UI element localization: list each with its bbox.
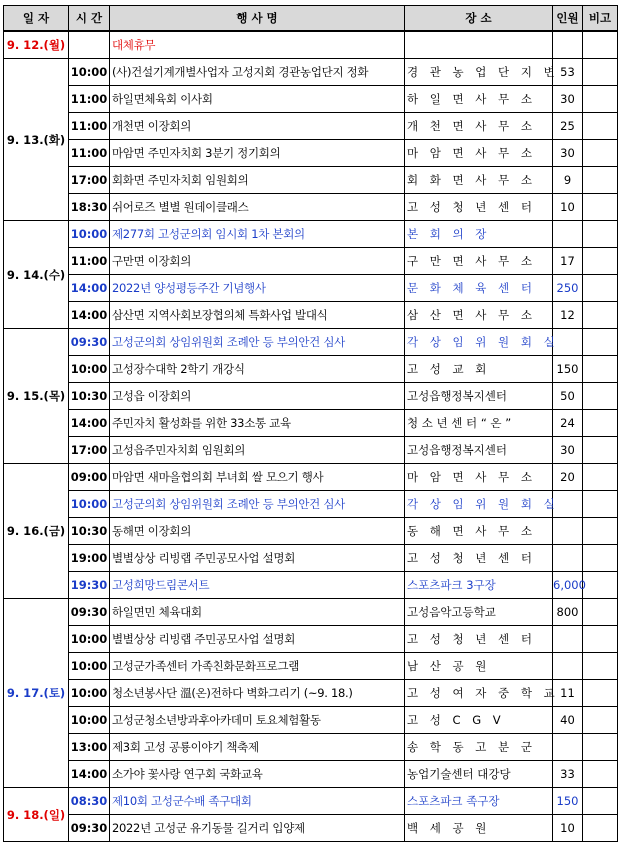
schedule-row (4, 31, 618, 59)
time-cell: 09:30 (69, 599, 110, 626)
place-cell: 구 만 면 사 무 소 (405, 248, 553, 275)
schedule-row (4, 437, 618, 464)
schedule-body (4, 31, 618, 842)
people-count-cell: 20 (553, 464, 583, 491)
people-count-cell: 30 (553, 140, 583, 167)
header-people: 인원 (553, 6, 583, 32)
time-cell: 10:00 (69, 221, 110, 248)
schedule-row (4, 410, 618, 437)
schedule-row (4, 491, 618, 518)
place-cell: 고 성 여 자 중 학 교 (405, 680, 553, 707)
note-cell (583, 680, 618, 707)
note-cell (583, 248, 618, 275)
time-cell: 10:00 (69, 680, 110, 707)
time-cell: 09:30 (69, 329, 110, 356)
place-cell: 농업기술센터 대강당 (405, 761, 553, 788)
event-title-cell: 고성읍 이장회의 (110, 383, 405, 410)
date-cell: 9. 17.(토) (4, 599, 69, 788)
people-count-cell: 33 (553, 761, 583, 788)
place-cell: 경 관 농 업 단 지 변 (405, 59, 553, 86)
note-cell (583, 437, 618, 464)
time-cell: 17:00 (69, 167, 110, 194)
event-title-cell: 마암면 주민자치회 3분기 정기회의 (110, 140, 405, 167)
people-count-cell: 30 (553, 86, 583, 113)
event-title-cell: 2022년 양성평등주간 기념행사 (110, 275, 405, 302)
event-title-cell: 별별상상 리빙랩 주민공모사업 설명회 (110, 545, 405, 572)
schedule-row (4, 464, 618, 491)
note-cell (583, 572, 618, 599)
note-cell (583, 788, 618, 815)
time-cell: 14:00 (69, 761, 110, 788)
event-title-cell: 소가야 꽃사랑 연구회 국화교육 (110, 761, 405, 788)
time-cell: 14:00 (69, 410, 110, 437)
note-cell (583, 221, 618, 248)
note-cell (583, 31, 618, 59)
people-count-cell: 53 (553, 59, 583, 86)
place-cell: 고성음악고등학교 (405, 599, 553, 626)
place-cell: 스포츠파크 3구장 (405, 572, 553, 599)
people-count-cell (553, 734, 583, 761)
place-cell: 고 성 교 회 (405, 356, 553, 383)
event-title-cell: 하일면체육회 이사회 (110, 86, 405, 113)
time-cell: 11:00 (69, 140, 110, 167)
time-cell: 14:00 (69, 275, 110, 302)
place-cell: 동 해 면 사 무 소 (405, 518, 553, 545)
place-cell: 남 산 공 원 (405, 653, 553, 680)
schedule-row (4, 545, 618, 572)
note-cell (583, 383, 618, 410)
event-title-cell: 청소년봉사단 溫(온)전하다 벽화그리기 (~9. 18.) (110, 680, 405, 707)
time-cell: 09:30 (69, 815, 110, 842)
time-cell: 17:00 (69, 437, 110, 464)
place-cell: 각 상 임 위 원 회 실 (405, 329, 553, 356)
event-title-cell: 마암면 새마을협의회 부녀회 쌀 모으기 행사 (110, 464, 405, 491)
place-cell: 송 학 동 고 분 군 (405, 734, 553, 761)
schedule-row (4, 248, 618, 275)
people-count-cell: 30 (553, 437, 583, 464)
event-title-cell: 고성희망드림콘서트 (110, 572, 405, 599)
place-cell: 고 성 청 년 센 터 (405, 545, 553, 572)
schedule-row (4, 734, 618, 761)
schedule-row (4, 140, 618, 167)
note-cell (583, 491, 618, 518)
place-cell: 본 회 의 장 (405, 221, 553, 248)
schedule-row (4, 572, 618, 599)
event-title-cell: 2022년 고성군 유기동물 길거리 입양제 (110, 815, 405, 842)
schedule-row (4, 680, 618, 707)
schedule-row (4, 599, 618, 626)
date-cell: 9. 14.(수) (4, 221, 69, 329)
note-cell (583, 275, 618, 302)
date-cell: 9. 18.(일) (4, 788, 69, 842)
note-cell (583, 599, 618, 626)
note-cell (583, 761, 618, 788)
people-count-cell (553, 518, 583, 545)
people-count-cell: 24 (553, 410, 583, 437)
schedule-row (4, 788, 618, 815)
note-cell (583, 815, 618, 842)
header-event: 행 사 명 (110, 6, 405, 32)
place-cell: 각 상 임 위 원 회 실 (405, 491, 553, 518)
date-cell: 9. 12.(월) (4, 31, 69, 59)
event-title-cell: 제3회 고성 공룡이야기 책축제 (110, 734, 405, 761)
schedule-row (4, 167, 618, 194)
place-cell: 문 화 체 육 센 터 (405, 275, 553, 302)
people-count-cell: 40 (553, 707, 583, 734)
event-title-cell: 제277회 고성군의회 임시회 1차 본회의 (110, 221, 405, 248)
people-count-cell: 800 (553, 599, 583, 626)
event-title-cell: 동해면 이장회의 (110, 518, 405, 545)
event-title-cell: 회화면 주민자치회 임원회의 (110, 167, 405, 194)
time-cell: 10:30 (69, 518, 110, 545)
time-cell: 13:00 (69, 734, 110, 761)
note-cell (583, 626, 618, 653)
schedule-row (4, 86, 618, 113)
time-cell: 19:00 (69, 545, 110, 572)
note-cell (583, 410, 618, 437)
note-cell (583, 329, 618, 356)
date-cell: 9. 15.(목) (4, 329, 69, 464)
place-cell: 고 성 C G V (405, 707, 553, 734)
schedule-row (4, 194, 618, 221)
date-cell: 9. 16.(금) (4, 464, 69, 599)
event-title-cell: 고성읍주민자치회 임원회의 (110, 437, 405, 464)
event-title-cell: 고성군의회 상임위원회 조례안 등 부의안건 심사 (110, 329, 405, 356)
people-count-cell: 25 (553, 113, 583, 140)
place-cell: 고 성 청 년 센 터 (405, 194, 553, 221)
place-cell: 고성읍행정복지센터 (405, 437, 553, 464)
header-place: 장 소 (405, 6, 553, 32)
people-count-cell: 17 (553, 248, 583, 275)
schedule-row (4, 815, 618, 842)
event-title-cell: 삼산면 지역사회보장협의체 특화사업 발대식 (110, 302, 405, 329)
people-count-cell: 6,000 (553, 572, 583, 599)
event-title-cell: 별별상상 리빙랩 주민공모사업 설명회 (110, 626, 405, 653)
event-title-cell: 고성군가족센터 가족친화문화프로그램 (110, 653, 405, 680)
place-cell: 스포츠파크 족구장 (405, 788, 553, 815)
note-cell (583, 707, 618, 734)
event-title-cell: 주민자치 활성화를 위한 33소통 교육 (110, 410, 405, 437)
schedule-row (4, 383, 618, 410)
event-title-cell: 고성장수대학 2학기 개강식 (110, 356, 405, 383)
time-cell: 10:00 (69, 653, 110, 680)
note-cell (583, 167, 618, 194)
people-count-cell: 11 (553, 680, 583, 707)
note-cell (583, 302, 618, 329)
people-count-cell: 12 (553, 302, 583, 329)
schedule-row (4, 356, 618, 383)
schedule-row (4, 221, 618, 248)
time-cell: 10:00 (69, 626, 110, 653)
place-cell: 청 소 년 센 터 “ 온 ” (405, 410, 553, 437)
schedule-row (4, 761, 618, 788)
note-cell (583, 545, 618, 572)
note-cell (583, 113, 618, 140)
event-title-cell: 고성군의회 상임위원회 조례안 등 부의안건 심사 (110, 491, 405, 518)
people-count-cell (553, 221, 583, 248)
people-count-cell (553, 653, 583, 680)
people-count-cell: 250 (553, 275, 583, 302)
note-cell (583, 140, 618, 167)
place-cell: 마 암 면 사 무 소 (405, 140, 553, 167)
people-count-cell: 150 (553, 788, 583, 815)
time-cell: 14:00 (69, 302, 110, 329)
note-cell (583, 59, 618, 86)
people-count-cell: 150 (553, 356, 583, 383)
place-cell: 백 세 공 원 (405, 815, 553, 842)
time-cell: 10:00 (69, 356, 110, 383)
note-cell (583, 86, 618, 113)
time-cell: 08:30 (69, 788, 110, 815)
header-row (4, 6, 618, 32)
event-title-cell: 개천면 이장회의 (110, 113, 405, 140)
people-count-cell: 10 (553, 194, 583, 221)
schedule-row (4, 329, 618, 356)
schedule-row (4, 59, 618, 86)
place-cell: 고성읍행정복지센터 (405, 383, 553, 410)
schedule-row (4, 113, 618, 140)
time-cell: 11:00 (69, 113, 110, 140)
people-count-cell (553, 31, 583, 59)
schedule-row (4, 302, 618, 329)
schedule-table (3, 5, 618, 842)
event-title-cell: (사)건설기계개별사업자 고성지회 경관농업단지 정화 (110, 59, 405, 86)
note-cell (583, 518, 618, 545)
event-title-cell: 쉬어로즈 별별 원데이클래스 (110, 194, 405, 221)
header-note: 비고 (583, 6, 618, 32)
people-count-cell: 9 (553, 167, 583, 194)
note-cell (583, 653, 618, 680)
note-cell (583, 356, 618, 383)
place-cell: 고 성 청 년 센 터 (405, 626, 553, 653)
time-cell: 10:00 (69, 59, 110, 86)
people-count-cell: 10 (553, 815, 583, 842)
time-cell: 19:30 (69, 572, 110, 599)
people-count-cell (553, 626, 583, 653)
schedule-row (4, 707, 618, 734)
header-time: 시 간 (69, 6, 110, 32)
place-cell: 삼 산 면 사 무 소 (405, 302, 553, 329)
time-cell: 11:00 (69, 248, 110, 275)
schedule-row (4, 653, 618, 680)
place-cell: 개 천 면 사 무 소 (405, 113, 553, 140)
place-cell: 회 화 면 사 무 소 (405, 167, 553, 194)
note-cell (583, 194, 618, 221)
time-cell: 18:30 (69, 194, 110, 221)
time-cell (69, 31, 110, 59)
time-cell: 10:00 (69, 707, 110, 734)
event-title-cell: 구만면 이장회의 (110, 248, 405, 275)
event-title-cell: 고성군청소년방과후아카데미 토요체험활동 (110, 707, 405, 734)
place-cell: 하 일 면 사 무 소 (405, 86, 553, 113)
schedule-row (4, 275, 618, 302)
place-cell: 마 암 면 사 무 소 (405, 464, 553, 491)
people-count-cell: 50 (553, 383, 583, 410)
people-count-cell (553, 545, 583, 572)
note-cell (583, 464, 618, 491)
note-cell (583, 734, 618, 761)
header-date: 일 자 (4, 6, 69, 32)
time-cell: 10:30 (69, 383, 110, 410)
event-title-cell: 대체휴무 (110, 31, 405, 59)
schedule-row (4, 518, 618, 545)
event-title-cell: 하일면민 체육대회 (110, 599, 405, 626)
date-cell: 9. 13.(화) (4, 59, 69, 221)
place-cell (405, 31, 553, 59)
time-cell: 11:00 (69, 86, 110, 113)
time-cell: 10:00 (69, 491, 110, 518)
time-cell: 09:00 (69, 464, 110, 491)
schedule-row (4, 626, 618, 653)
event-title-cell: 제10회 고성군수배 족구대회 (110, 788, 405, 815)
